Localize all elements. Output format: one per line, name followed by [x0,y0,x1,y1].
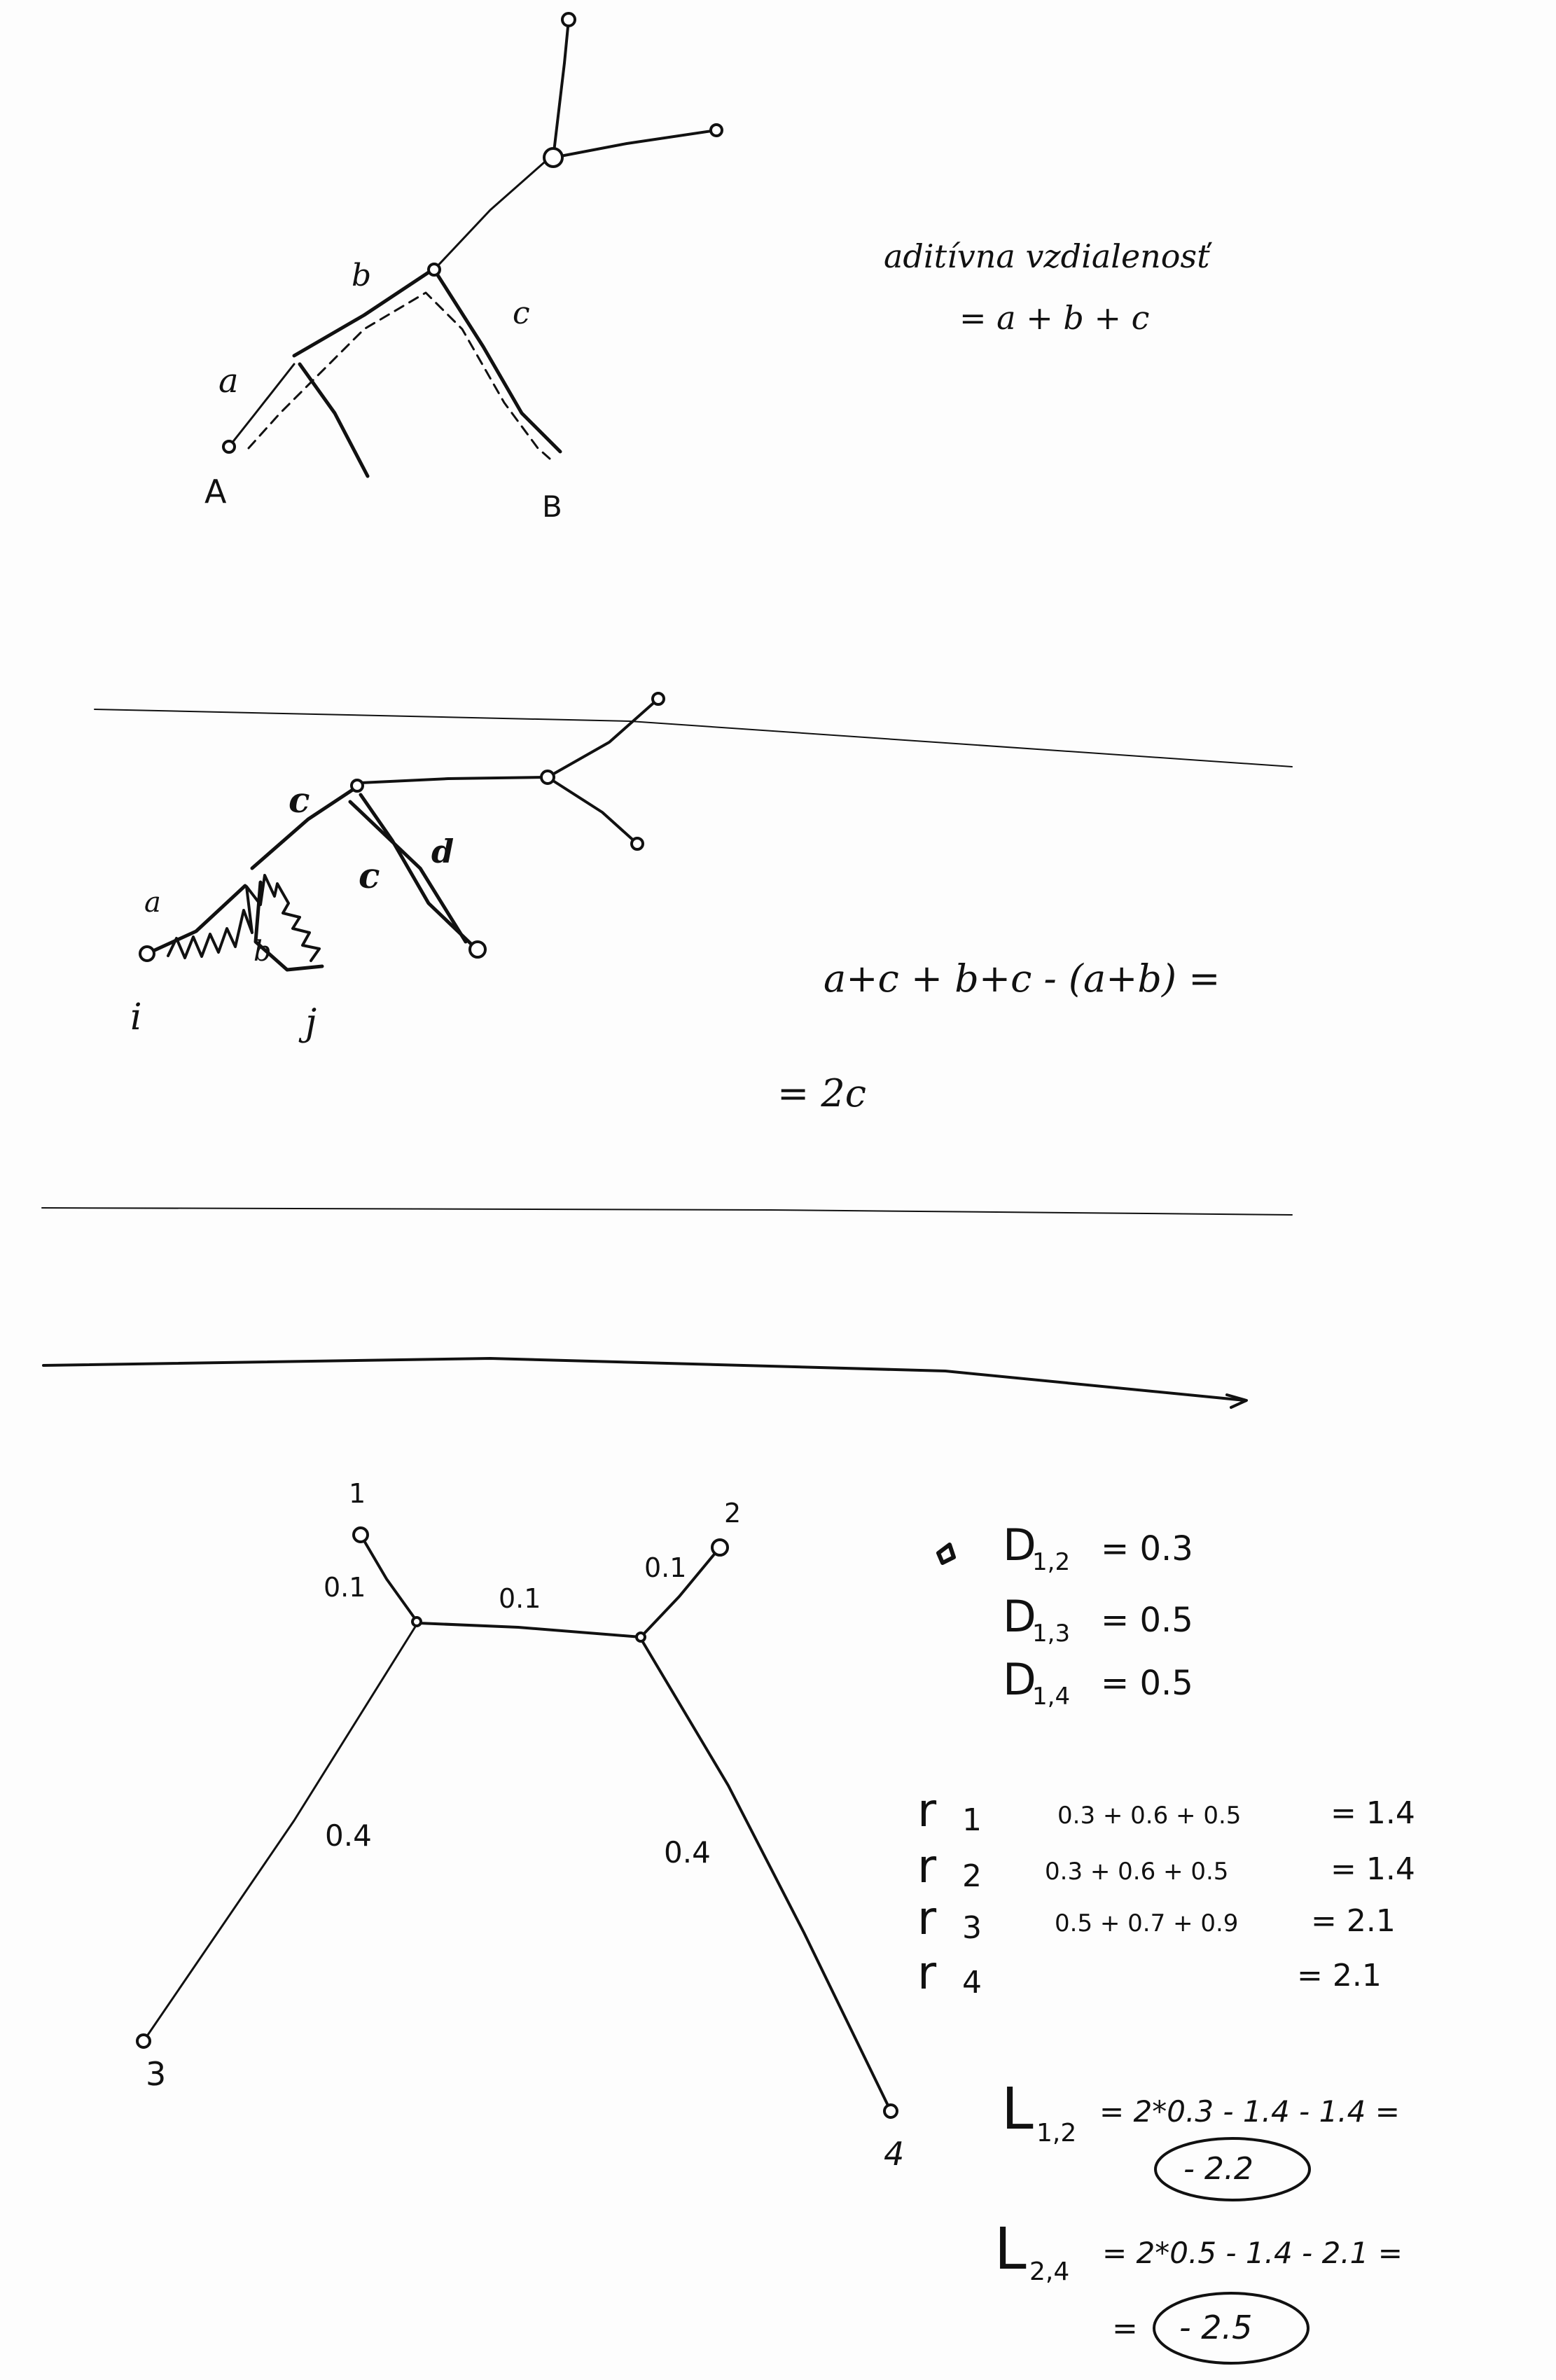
label-d: d [431,833,454,870]
tree-1-node [223,441,235,452]
r-label: r [917,1891,937,1945]
tree-2-edge-d [361,777,546,783]
r-result: = 2.1 [1311,1903,1396,1939]
L-label: L [1001,2076,1034,2143]
label-a: a [218,361,239,401]
arrow-head-icon [1227,1395,1246,1407]
tree-2-node [632,838,643,849]
r-sub: 1 [962,1802,982,1838]
tree-3-edge-mid [419,1623,641,1637]
L-label: L [994,2216,1027,2283]
tree-3-node-2 [712,1540,728,1555]
tree-3-node-4 [884,2105,897,2117]
tree-1-edge-leaf [300,364,368,476]
tree-1-node [562,13,575,26]
edge-label-3: 0.4 [325,1818,372,1853]
L-result: - 2.5 [1179,2309,1253,2346]
L-prefix: = [1112,2311,1138,2346]
L-expr: = 2*0.3 - 1.4 - 1.4 = [1099,2094,1400,2129]
tree-3-edge-1 [361,1535,417,1621]
label-B: B [542,489,562,524]
label-j: j [305,1002,317,1044]
tree-3-node-inner [637,1633,645,1641]
distance-sub: 1,2 [1032,1548,1071,1576]
label-b: b [253,935,272,968]
scribble-mark [938,1545,954,1563]
formula-line-2: = 2c [777,1071,867,1115]
tree-2-node [541,771,554,784]
L-sub: 2,4 [1029,2257,1070,2286]
label-b: b [352,258,372,293]
label-a: a [144,886,161,919]
additive-distance-title: aditívna vzdialenosť [884,237,1210,275]
tree-3 [137,1528,897,2117]
label-c: c [359,855,380,896]
label-A: A [204,473,227,510]
r-list [917,1783,1415,2000]
tree-1-path-a-to-b [249,293,550,459]
divider-2 [42,1208,1292,1215]
tree-2-node [470,942,485,957]
r-result: = 2.1 [1297,1958,1382,1993]
r-label: r [917,1839,937,1893]
tree-1-node [429,264,440,275]
tree-2-node [140,947,154,961]
distance-label: D [1003,1519,1036,1571]
edge-label-1: 0.1 [324,1572,366,1603]
node-label-4: 4 [884,2135,905,2173]
node-label-3: 3 [146,2055,167,2093]
distance-label: D [1003,1654,1036,1705]
label-c-top: c [289,779,310,821]
formula-line-1: a+c + b+c - (a+b) = [824,956,1221,1001]
tree-3-edge-4 [641,1638,891,2111]
tree-1-node [544,148,562,167]
edge-label-4: 0.4 [664,1835,711,1870]
label-i: i [130,996,142,1038]
r-expr: 0.5 + 0.7 + 0.9 [1055,1909,1239,1937]
node-label-1: 1 [349,1478,366,1509]
tree-3-node-3 [137,2035,150,2047]
distance-value: = 0.5 [1101,1664,1193,1703]
r-result: = 1.4 [1331,1795,1415,1831]
r-sub: 3 [962,1910,982,1946]
tree-2-node [352,780,363,791]
distance-value: = 0.5 [1101,1601,1193,1640]
distance-sub: 1,3 [1032,1620,1071,1648]
r-result: = 1.4 [1331,1851,1415,1887]
distance-value: = 0.3 [1101,1529,1193,1568]
divider-1 [95,709,1292,767]
label-c: c [513,295,530,331]
r-sub: 4 [962,1965,982,2000]
tree-1-edge-right [553,130,716,158]
tree-2-edge-top [548,699,658,777]
distance-label: D [1003,1591,1036,1642]
distance-list [1003,1519,1193,1711]
additive-distance-formula: = a + b + c [959,299,1150,337]
tree-1-edge-c [434,270,560,452]
tree-2-edge-right [548,777,637,844]
tree-1 [223,13,722,476]
tree-3-node-inner [412,1617,421,1626]
L24-calculation [994,2216,1403,2363]
distance-sub: 1,4 [1032,1683,1071,1711]
node-label-2: 2 [724,1498,742,1529]
tree-1-edge-trunk [434,158,550,270]
L-sub: 1,2 [1036,2119,1077,2148]
L-result: - 2.2 [1183,2151,1253,2187]
L-expr: = 2*0.5 - 1.4 - 2.1 = [1102,2236,1403,2270]
r-expr: 0.3 + 0.6 + 0.5 [1045,1858,1229,1886]
r-label: r [917,1783,937,1837]
tree-3-edge-3 [144,1624,417,2041]
tree-2 [140,693,664,970]
divider-3-arrow [43,1358,1245,1400]
tree-2-node [653,693,664,704]
tree-3-node-1 [354,1528,368,1542]
edge-label-mid: 0.1 [499,1583,541,1614]
tree-1-node [711,125,722,136]
r-label: r [917,1946,937,2000]
r-expr: 0.3 + 0.6 + 0.5 [1057,1802,1242,1830]
L12-calculation [1001,2076,1400,2200]
edge-label-2: 0.1 [644,1552,687,1583]
r-sub: 2 [962,1858,982,1894]
tree-1-edge-top [553,20,569,158]
